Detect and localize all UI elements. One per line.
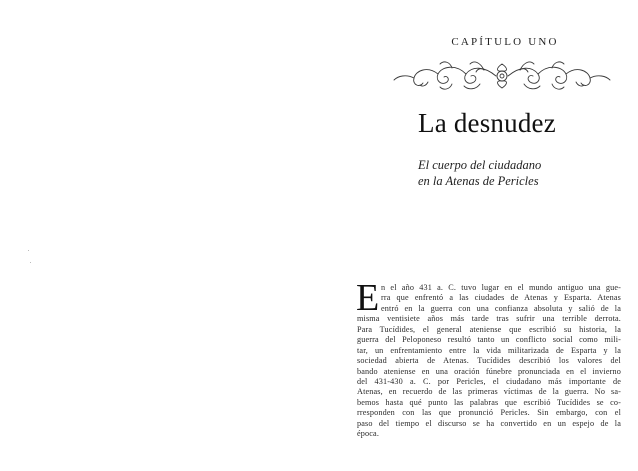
scan-speck <box>28 250 29 251</box>
body-line: del 431-430 a. C. por Pericles, el ciudadano más importante de <box>357 376 621 386</box>
chapter-title: La desnudez <box>418 108 556 138</box>
subtitle-line-2: en la Atenas de Pericles <box>418 173 539 188</box>
body-line: misma ventisiete años más tarde tras sufrir una terrible derrota. <box>357 314 621 324</box>
body-line: guerra del Peloponeso resultó tanto un conflicto social como mili- <box>357 335 621 345</box>
body-line: bando ateniense en una oración fúnebre pronunciada en el invierno <box>357 366 621 376</box>
body-text <box>356 277 621 440</box>
chapter-label: CAPÍTULO UNO <box>451 36 559 48</box>
body-line: Para Tucídides, el general ateniense que escribió su historia, la <box>357 324 621 334</box>
body-line: entró en la guerra con una confianza absoluta y salió de la <box>381 303 621 313</box>
body-line: tar, un enfrentamiento entre la vida militarizada de Esparta y la <box>357 345 621 355</box>
drop-cap: E <box>356 277 380 319</box>
body-line: bemos hasta qué punto las palabras que escribió Tucídides se co- <box>357 397 621 407</box>
body-line: rresponden con las que pronunció Pericles. Sin embargo, con el <box>357 408 621 418</box>
floral-ornament-icon <box>380 56 624 96</box>
body-line: rra que enfrentó a las ciudades de Atenas y Esparta. Atenas <box>381 293 621 303</box>
body-line: n el año 431 a. C. tuvo lugar en el mundo antiguo una gue- <box>381 283 621 292</box>
body-line: Atenas, en recuerdo de las primeras víctimas de la guerra. No sa- <box>357 387 621 397</box>
scan-speck <box>30 262 31 263</box>
chapter-subtitle <box>418 158 618 189</box>
body-line: época. <box>357 429 380 439</box>
body-line: paso del tiempo el discurso se ha convertido en un espejo de la <box>357 418 621 428</box>
body-line: sociedad abierta de Atenas. Tucídides describió los valores del <box>357 356 621 366</box>
subtitle-line-1: El cuerpo del ciudadano <box>418 158 542 172</box>
